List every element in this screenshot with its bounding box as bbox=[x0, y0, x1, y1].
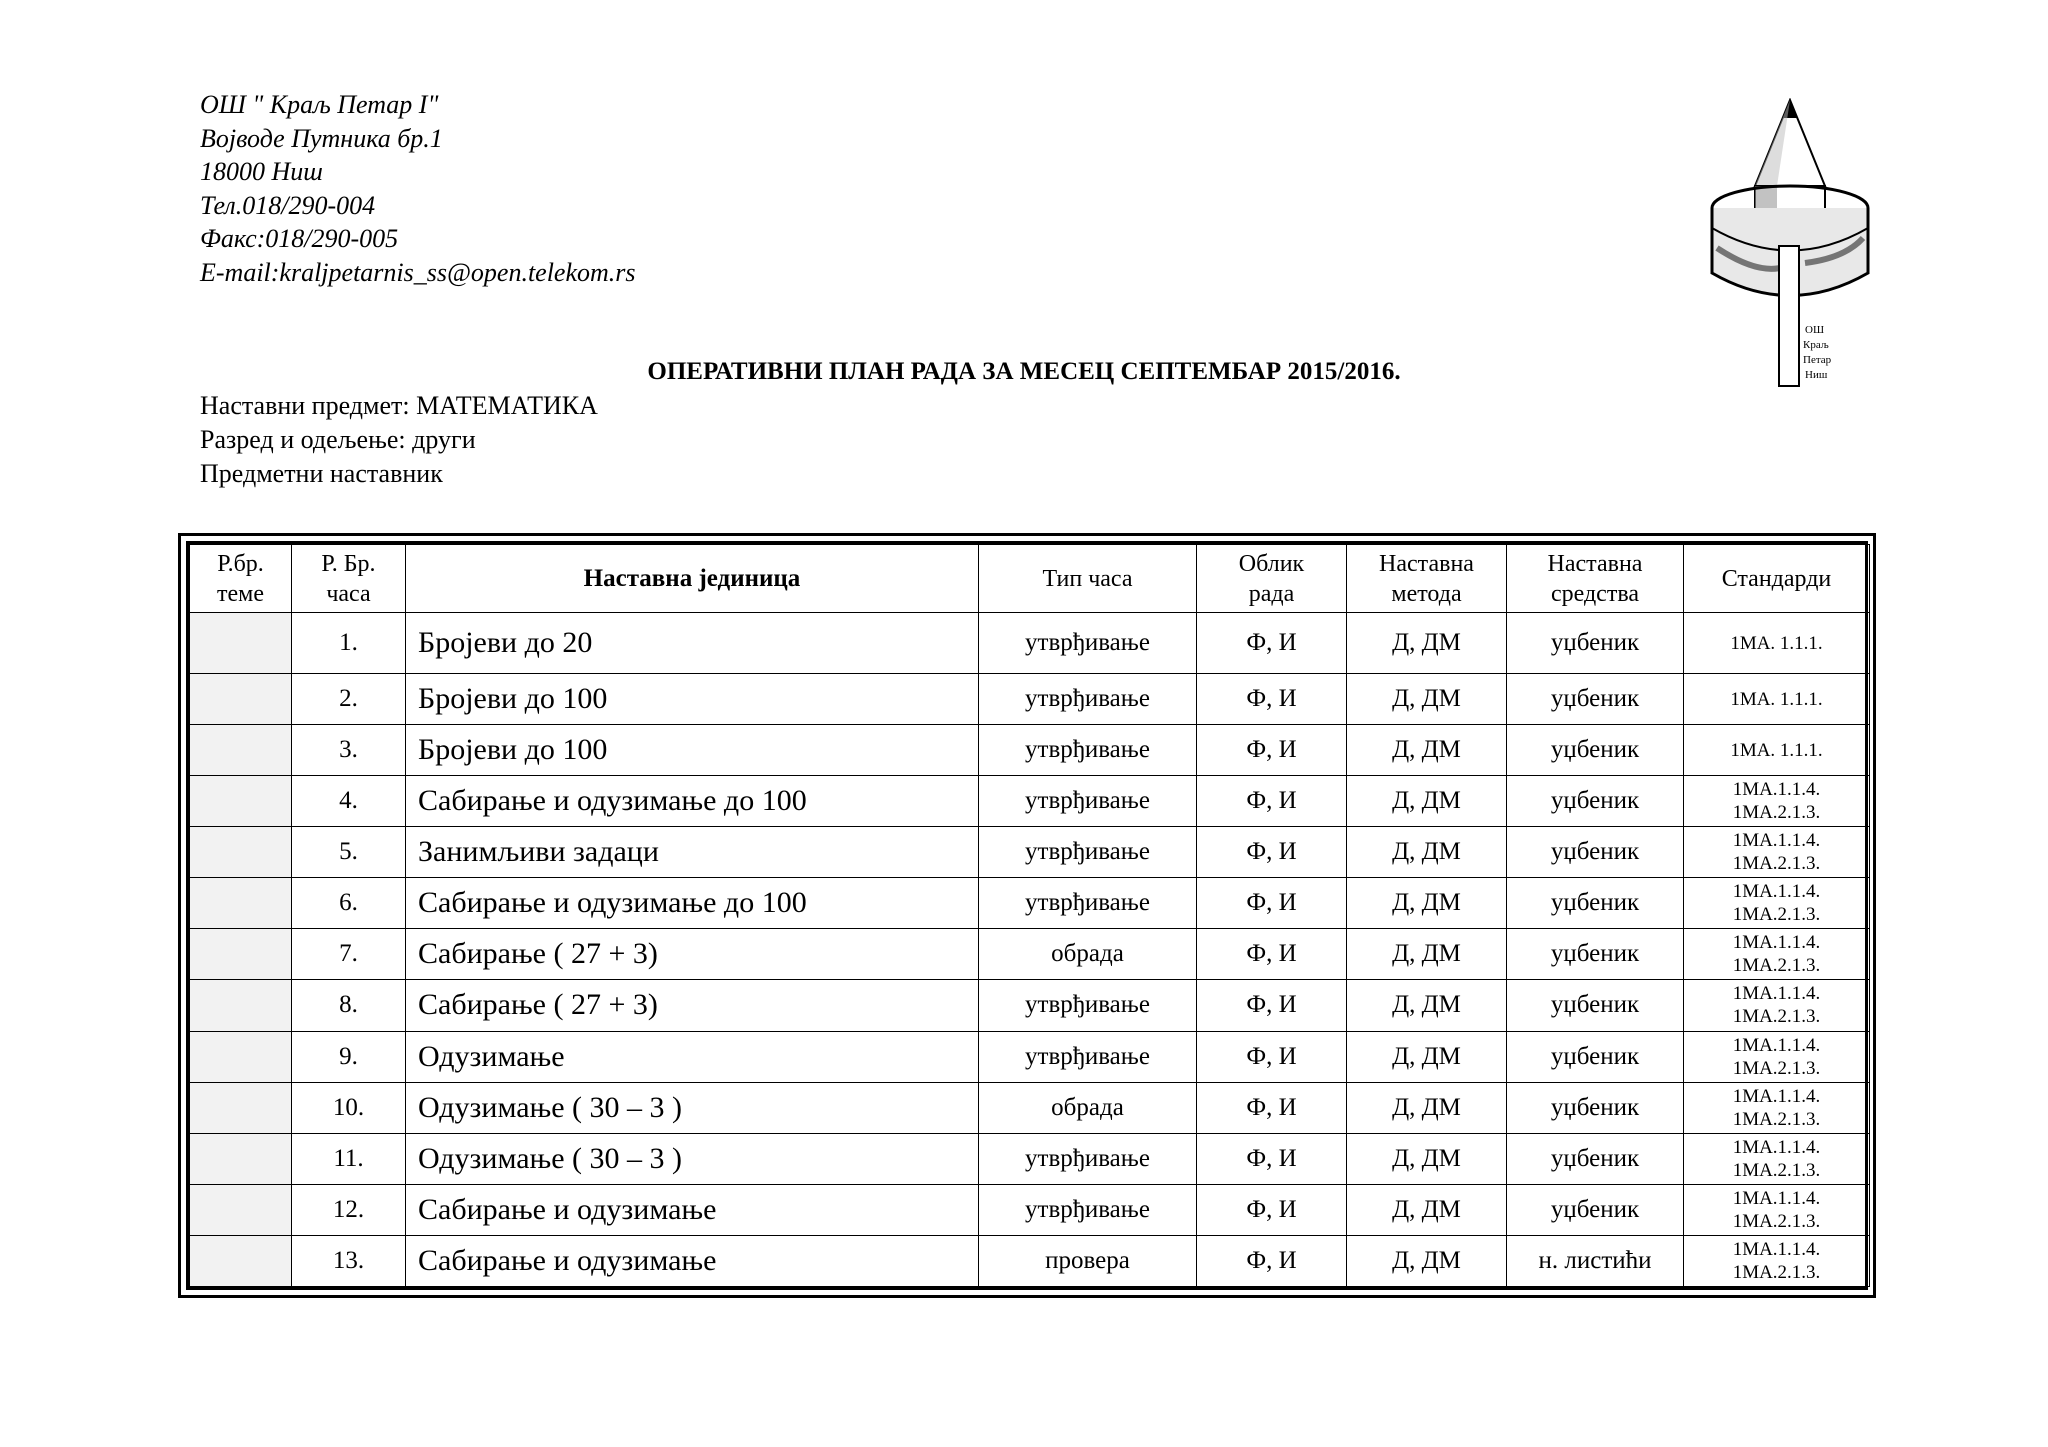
standard-1: 1МА.1.1.4. bbox=[1732, 1085, 1821, 1107]
header-means: Наставна средства bbox=[1507, 545, 1684, 613]
standard-2: 1МА.2.1.3. bbox=[1732, 1210, 1821, 1232]
cell-means: уџбеник bbox=[1507, 776, 1684, 827]
cell-unit: Занимљиви задаци bbox=[406, 827, 979, 878]
cell-standards bbox=[1684, 674, 1870, 725]
table-row bbox=[190, 725, 1870, 776]
cell-theme-no bbox=[190, 827, 292, 878]
cell-means: уџбеник bbox=[1507, 980, 1684, 1031]
header-unit: Наставна јединица bbox=[406, 545, 979, 613]
cell-type: провера bbox=[979, 1235, 1197, 1286]
cell-form: Ф, И bbox=[1197, 725, 1347, 776]
table-row bbox=[190, 827, 1870, 878]
cell-method: Д, ДМ bbox=[1347, 827, 1507, 878]
cell-standards bbox=[1684, 1235, 1870, 1286]
standard-2: 1МА.2.1.3. bbox=[1732, 1057, 1821, 1079]
standard-2: 1МА.2.1.3. bbox=[1732, 1159, 1821, 1181]
cell-standards bbox=[1684, 929, 1870, 980]
cell-type: утврђивање bbox=[979, 878, 1197, 929]
standard-2: 1МА.2.1.3. bbox=[1732, 1006, 1821, 1028]
plan-table-frame bbox=[178, 533, 1876, 1298]
cell-theme-no bbox=[190, 878, 292, 929]
cell-theme-no bbox=[190, 776, 292, 827]
cell-type: утврђивање bbox=[979, 776, 1197, 827]
standard-2: 1МА.2.1.3. bbox=[1732, 802, 1821, 824]
cell-standards bbox=[1684, 1031, 1870, 1082]
cell-method: Д, ДМ bbox=[1347, 1235, 1507, 1286]
document-meta bbox=[200, 389, 598, 491]
standard-1: 1МА.1.1.4. bbox=[1732, 1187, 1821, 1209]
cell-means: уџбеник bbox=[1507, 613, 1684, 674]
table-header-row bbox=[190, 545, 1870, 613]
school-fax: Факс:018/290-005 bbox=[200, 224, 399, 253]
cell-lesson-no: 11. bbox=[292, 1133, 406, 1184]
cell-method: Д, ДМ bbox=[1347, 878, 1507, 929]
cell-lesson-no: 1. bbox=[292, 613, 406, 674]
cell-lesson-no: 4. bbox=[292, 776, 406, 827]
cell-theme-no bbox=[190, 725, 292, 776]
table-row bbox=[190, 929, 1870, 980]
table-body bbox=[190, 613, 1870, 1287]
cell-type: утврђивање bbox=[979, 827, 1197, 878]
cell-form: Ф, И bbox=[1197, 1235, 1347, 1286]
standard-2: 1МА.2.1.3. bbox=[1732, 853, 1821, 875]
cell-method: Д, ДМ bbox=[1347, 1184, 1507, 1235]
logo-text-2: Краљ bbox=[1803, 339, 1829, 351]
cell-method: Д, ДМ bbox=[1347, 980, 1507, 1031]
standard-1: 1МА.1.1.4. bbox=[1732, 983, 1821, 1005]
school-info bbox=[200, 88, 636, 289]
cell-standards bbox=[1684, 1082, 1870, 1133]
cell-form: Ф, И bbox=[1197, 878, 1347, 929]
cell-method: Д, ДМ bbox=[1347, 725, 1507, 776]
cell-means: уџбеник bbox=[1507, 674, 1684, 725]
cell-type: утврђивање bbox=[979, 725, 1197, 776]
cell-method: Д, ДМ bbox=[1347, 1031, 1507, 1082]
school-email: E-mail:kraljpetarnis_ss@open.telekom.rs bbox=[200, 257, 636, 287]
standard-1: 1МА.1.1.4. bbox=[1732, 1034, 1821, 1056]
cell-type: обрада bbox=[979, 1082, 1197, 1133]
cell-lesson-no: 10. bbox=[292, 1082, 406, 1133]
cell-form: Ф, И bbox=[1197, 827, 1347, 878]
cell-unit: Бројеви до 20 bbox=[406, 613, 979, 674]
cell-unit: Сабирање и одузимање bbox=[406, 1235, 979, 1286]
logo-text-3: Петар bbox=[1803, 354, 1832, 366]
standard-2: 1МА.2.1.3. bbox=[1732, 904, 1821, 926]
cell-lesson-no: 2. bbox=[292, 674, 406, 725]
cell-method: Д, ДМ bbox=[1347, 613, 1507, 674]
cell-means: уџбеник bbox=[1507, 1184, 1684, 1235]
cell-lesson-no: 6. bbox=[292, 878, 406, 929]
table-row bbox=[190, 1031, 1870, 1082]
cell-lesson-no: 3. bbox=[292, 725, 406, 776]
cell-form: Ф, И bbox=[1197, 776, 1347, 827]
cell-type: утврђивање bbox=[979, 1133, 1197, 1184]
table-row bbox=[190, 878, 1870, 929]
school-city: 18000 Ниш bbox=[200, 157, 323, 186]
cell-theme-no bbox=[190, 674, 292, 725]
teacher-line: Предметни наставник bbox=[200, 459, 443, 488]
cell-type: утврђивање bbox=[979, 613, 1197, 674]
standard-1: 1МА. 1.1.1. bbox=[1730, 739, 1823, 761]
cell-means: уџбеник bbox=[1507, 725, 1684, 776]
cell-theme-no bbox=[190, 1031, 292, 1082]
cell-form: Ф, И bbox=[1197, 613, 1347, 674]
table-row bbox=[190, 1133, 1870, 1184]
cell-method: Д, ДМ bbox=[1347, 776, 1507, 827]
standard-1: 1МА.1.1.4. bbox=[1732, 830, 1821, 852]
cell-type: обрада bbox=[979, 929, 1197, 980]
table-row bbox=[190, 1184, 1870, 1235]
cell-lesson-no: 13. bbox=[292, 1235, 406, 1286]
standard-1: 1МА.1.1.4. bbox=[1732, 779, 1821, 801]
cell-type: утврђивање bbox=[979, 1184, 1197, 1235]
table-row bbox=[190, 776, 1870, 827]
cell-unit: Одузимање ( 30 – 3 ) bbox=[406, 1133, 979, 1184]
cell-theme-no bbox=[190, 1235, 292, 1286]
table-row bbox=[190, 980, 1870, 1031]
cell-method: Д, ДМ bbox=[1347, 929, 1507, 980]
subject-line: Наставни предмет: МАТЕМАТИКА bbox=[200, 391, 598, 420]
standard-1: 1МА.1.1.4. bbox=[1732, 1238, 1821, 1260]
standard-1: 1МА.1.1.4. bbox=[1732, 932, 1821, 954]
cell-lesson-no: 7. bbox=[292, 929, 406, 980]
cell-standards bbox=[1684, 1184, 1870, 1235]
cell-means: уџбеник bbox=[1507, 1133, 1684, 1184]
cell-theme-no bbox=[190, 613, 292, 674]
school-address: Војводе Путника бр.1 bbox=[200, 123, 443, 153]
cell-form: Ф, И bbox=[1197, 674, 1347, 725]
cell-theme-no bbox=[190, 929, 292, 980]
table-row bbox=[190, 674, 1870, 725]
cell-lesson-no: 5. bbox=[292, 827, 406, 878]
cell-type: утврђивање bbox=[979, 1031, 1197, 1082]
cell-lesson-no: 8. bbox=[292, 980, 406, 1031]
document-title: ОПЕРАТИВНИ ПЛАН РАДА ЗА МЕСЕЦ СЕПТЕМБАР 2015/2016. bbox=[647, 358, 1401, 385]
logo-text-4: Ниш bbox=[1805, 369, 1828, 381]
cell-type: утврђивање bbox=[979, 674, 1197, 725]
header-theme-no: Р.бр. теме bbox=[190, 545, 292, 613]
standard-2: 1МА.2.1.3. bbox=[1732, 955, 1821, 977]
cell-lesson-no: 9. bbox=[292, 1031, 406, 1082]
cell-standards bbox=[1684, 725, 1870, 776]
cell-standards bbox=[1684, 827, 1870, 878]
logo-text-1: ОШ bbox=[1805, 324, 1825, 336]
cell-standards bbox=[1684, 980, 1870, 1031]
cell-form: Ф, И bbox=[1197, 980, 1347, 1031]
cell-theme-no bbox=[190, 1082, 292, 1133]
header-form: Облик рада bbox=[1197, 545, 1347, 613]
cell-unit: Сабирање и одузимање bbox=[406, 1184, 979, 1235]
cell-means: уџбеник bbox=[1507, 1031, 1684, 1082]
cell-means: уџбеник bbox=[1507, 929, 1684, 980]
cell-unit: Бројеви до 100 bbox=[406, 725, 979, 776]
cell-means: уџбеник bbox=[1507, 878, 1684, 929]
cell-unit: Сабирање и одузимање до 100 bbox=[406, 878, 979, 929]
cell-lesson-no: 12. bbox=[292, 1184, 406, 1235]
plan-table bbox=[189, 544, 1870, 1287]
cell-form: Ф, И bbox=[1197, 1082, 1347, 1133]
standard-2: 1МА.2.1.3. bbox=[1732, 1108, 1821, 1130]
cell-theme-no bbox=[190, 1184, 292, 1235]
cell-standards bbox=[1684, 776, 1870, 827]
standard-2: 1МА.2.1.3. bbox=[1732, 1261, 1821, 1283]
cell-means: н. листићи bbox=[1507, 1235, 1684, 1286]
standard-1: 1МА. 1.1.1. bbox=[1730, 632, 1823, 654]
header-type: Тип часа bbox=[979, 545, 1197, 613]
school-phone: Тел.018/290-004 bbox=[200, 190, 376, 220]
school-name: ОШ " Краљ Петар I" bbox=[200, 90, 439, 119]
header-method: Наставна метода bbox=[1347, 545, 1507, 613]
table-row bbox=[190, 1235, 1870, 1286]
cell-method: Д, ДМ bbox=[1347, 1133, 1507, 1184]
school-logo bbox=[1695, 98, 1885, 388]
standard-1: 1МА.1.1.4. bbox=[1732, 1136, 1821, 1158]
cell-unit: Сабирање и одузимање до 100 bbox=[406, 776, 979, 827]
cell-standards bbox=[1684, 1133, 1870, 1184]
header-standards: Стандарди bbox=[1684, 545, 1870, 613]
cell-theme-no bbox=[190, 980, 292, 1031]
cell-unit: Одузимање ( 30 – 3 ) bbox=[406, 1082, 979, 1133]
cell-form: Ф, И bbox=[1197, 1031, 1347, 1082]
cell-method: Д, ДМ bbox=[1347, 674, 1507, 725]
cell-form: Ф, И bbox=[1197, 929, 1347, 980]
cell-method: Д, ДМ bbox=[1347, 1082, 1507, 1133]
standard-1: 1МА. 1.1.1. bbox=[1730, 688, 1823, 710]
cell-theme-no bbox=[190, 1133, 292, 1184]
cell-unit: Одузимање bbox=[406, 1031, 979, 1082]
cell-type: утврђивање bbox=[979, 980, 1197, 1031]
cell-standards bbox=[1684, 613, 1870, 674]
cell-means: уџбеник bbox=[1507, 827, 1684, 878]
standard-1: 1МА.1.1.4. bbox=[1732, 881, 1821, 903]
cell-standards bbox=[1684, 878, 1870, 929]
cell-form: Ф, И bbox=[1197, 1133, 1347, 1184]
cell-unit: Сабирање ( 27 + 3) bbox=[406, 980, 979, 1031]
class-line: Разред и одељење: други bbox=[200, 425, 476, 454]
cell-unit: Бројеви до 100 bbox=[406, 674, 979, 725]
table-row bbox=[190, 613, 1870, 674]
cell-means: уџбеник bbox=[1507, 1082, 1684, 1133]
header-lesson-no: Р. Бр. часа bbox=[292, 545, 406, 613]
table-row bbox=[190, 1082, 1870, 1133]
cell-form: Ф, И bbox=[1197, 1184, 1347, 1235]
cell-unit: Сабирање ( 27 + 3) bbox=[406, 929, 979, 980]
